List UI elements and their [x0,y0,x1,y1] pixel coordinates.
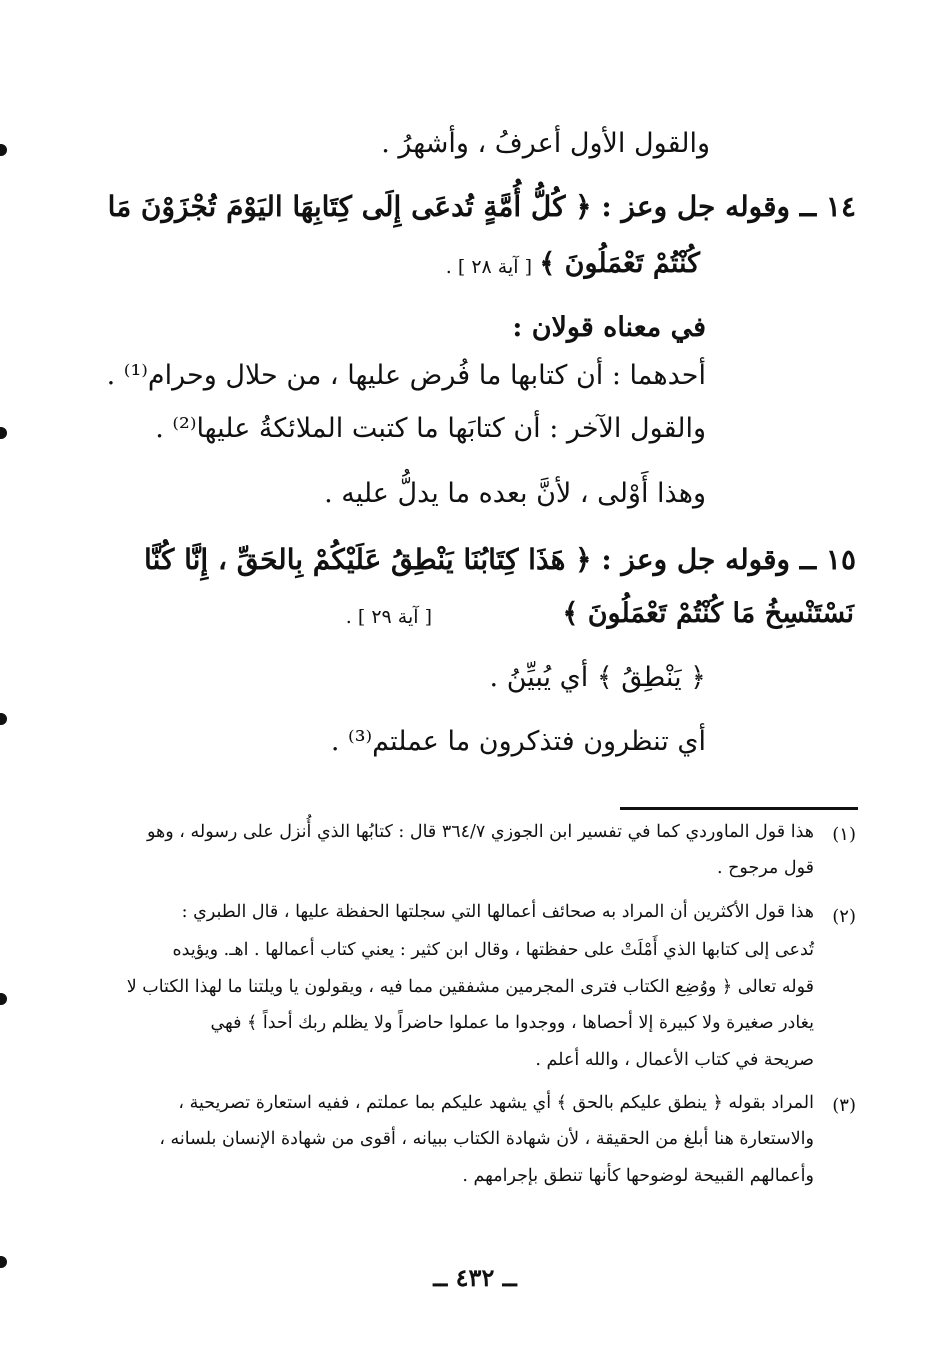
verse-15-continued: نَسْتَنْسِخُ مَا كُنْتُمْ تَعْمَلُونَ ﴾ [562,598,854,629]
footnote-line: تُدعى إلى كتابها الذي أَمْلَتْ على حفظتها ، وقال ابن كثير : يعني كتاب أعمالها . اهـ. ويؤيده [172,940,814,960]
binding-mark [0,993,7,1005]
word-explanation: ﴿ يَنْطِقُ ﴾ أي يُبيِّنُ . [489,662,706,693]
footnote-line: قوله تعالى ﴿ ووُضِع الكتاب فترى المجرمين مشفقين مما فيه ، ويقولون يا ويلتنا ما لهذا الكتاب لا [126,977,814,997]
verse-15-heading: ١٥ ــ وقوله جل وعز : ﴿ هَذَا كِتَابُنَا يَنْطِقُ عَلَيْكُمْ بِالحَقِّ ، إِنَّا كُنَّا [144,543,856,576]
body-line: والقول الأول أعرفُ ، وأشهرُ . [381,128,710,159]
binding-mark [0,1256,7,1268]
page-number: ــ ٤٣٢ ــ [433,1263,517,1292]
verse-14-reference: [ آية ٢٨ ] . [445,256,532,278]
preference-line: وهذا أَوْلى ، لأنَّ بعده ما يدلُّ عليه . [324,478,706,509]
verse-15-reference: [ آية ٢٩ ] . [345,606,432,628]
footnote-line: يغادر صغيرة ولا كبيرة إلا أحصاها ، ووجدوا ما عملوا حاضراً ولا يظلم ربك أحداً ﴾ فهي [210,1013,814,1033]
body-line: أي تنظرون فتذكرون ما عملتم⁽³⁾ . [330,726,706,757]
binding-mark [0,427,7,439]
second-opinion: والقول الآخر : أن كتابَها ما كتبت الملائكةُ عليها⁽²⁾ . [155,413,706,444]
binding-mark [0,713,7,725]
footnote-line: قول مرجوح . [717,858,814,878]
footnote-number: (١) [832,824,856,845]
footnote-number: (٢) [832,906,856,927]
footnote-line: وأعمالهم القبيحة لوضوحها كأنها تنطق بإجرامهم . [462,1166,814,1186]
footnote-line: المراد بقوله ﴿ ينطق عليكم بالحق ﴾ أي يشهد عليكم بما عملتم ، ففيه استعارة تصريحية ، [178,1093,814,1113]
footnote-line: هذا قول الأكثرين أن المراد به صحائف أعمالها التي سجلتها الحفظة عليها ، قال الطبري : [181,902,814,922]
footnote-separator [620,807,858,810]
footnote-number: (٣) [832,1095,856,1116]
verse-14-continued: كُنْتُمْ تَعْمَلُونَ ﴾ [539,248,700,279]
first-opinion: أحدهما : أن كتابها ما فُرض عليها ، من حلال وحرام⁽¹⁾ . [106,360,706,391]
verse-14-heading: ١٤ ــ وقوله جل وعز : ﴿ كُلُّ أُمَّةٍ تُدعَى إِلَى كِتَابِهَا اليَوْمَ تُجْزَوْنَ مَا [107,190,856,223]
binding-mark [0,144,7,156]
footnote-line: هذا قول الماوردي كما في تفسير ابن الجوزي ٣٦٤/٧ قال : كتابُها الذي أُنزل على رسوله ، وهو [147,822,814,842]
section-heading: في معناه قولان : [512,312,706,343]
footnote-line: والاستعارة هنا أبلغ من الحقيقة ، لأن شهادة الكتاب ببيانه ، أقوى من شهادة الإنسان بلسانه ، [159,1129,814,1149]
footnote-line: صريحة في كتاب الأعمال ، والله أعلم . [535,1050,814,1070]
